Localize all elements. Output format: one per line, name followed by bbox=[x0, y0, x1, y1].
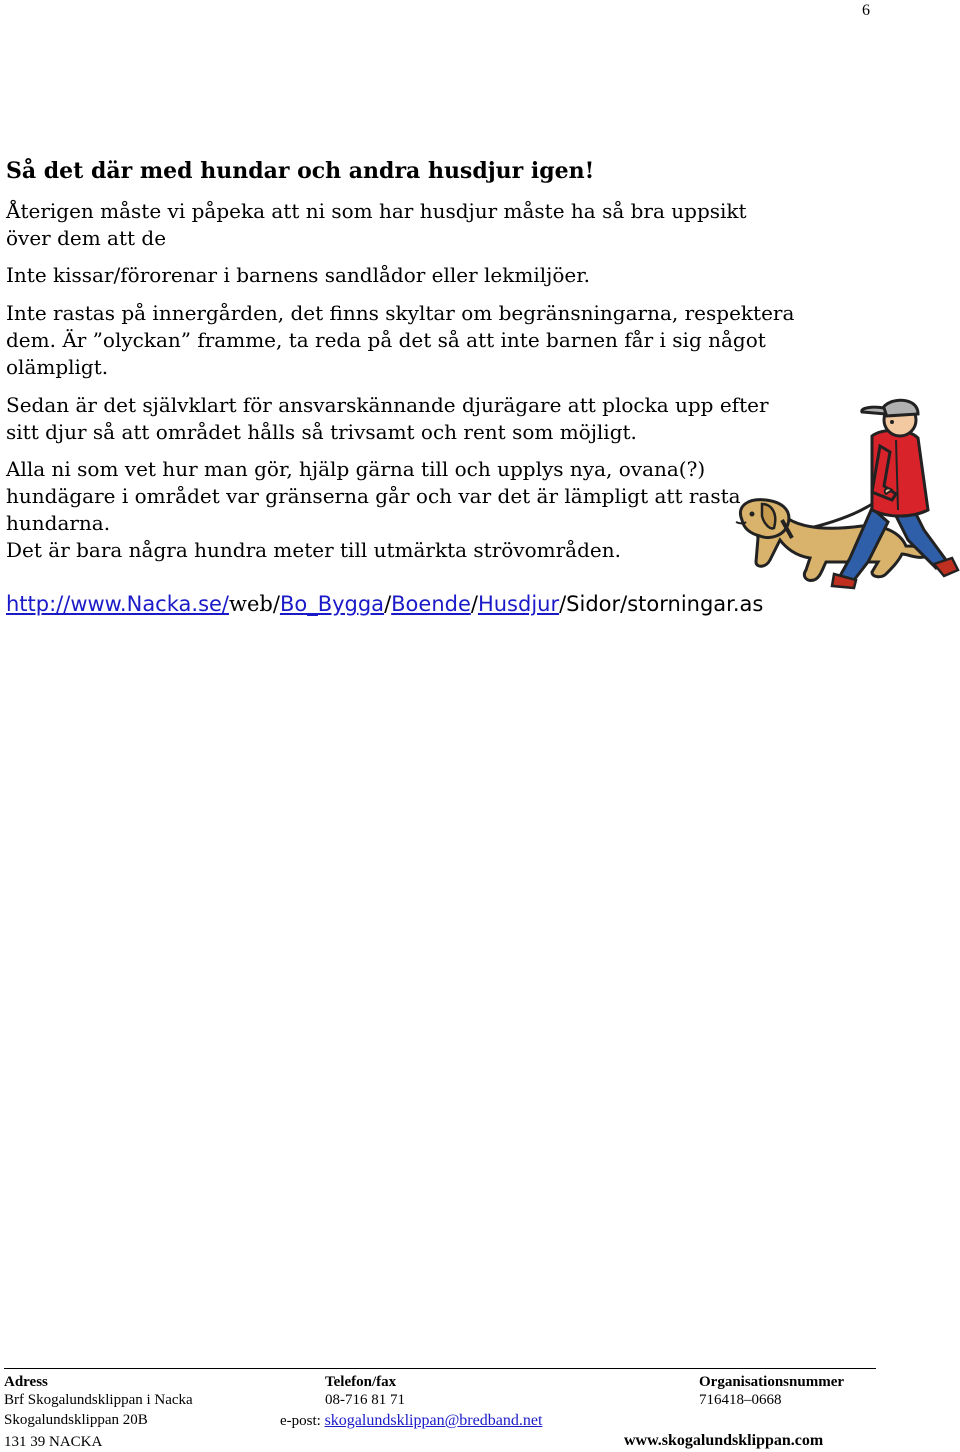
footer-org-label: Organisationsnummer bbox=[699, 1374, 845, 1390]
url-link-bo-bygga[interactable]: Bo_Bygga bbox=[279, 592, 385, 616]
section-heading: Så det där med hundar och andra husdjur igen! bbox=[6, 158, 595, 184]
footer-adress-label: Adress bbox=[4, 1374, 48, 1390]
paragraph-line: Sedan är det självklart för ansvarskännande djurägare att plocka upp efter bbox=[6, 393, 769, 417]
footer-website[interactable]: www.skogalundsklippan.com bbox=[624, 1432, 824, 1449]
paragraph-line: Återigen måste vi påpeka att ni som har husdjur måste ha så bra uppsikt bbox=[6, 199, 747, 223]
footer-telefon-value: 08-716 81 71 bbox=[325, 1392, 405, 1408]
footer-org-value: 716418–0668 bbox=[699, 1392, 782, 1408]
footer-divider bbox=[4, 1368, 876, 1369]
paragraph-line: Det är bara några hundra meter till utmärkta strövområden. bbox=[6, 538, 621, 562]
page-number: 6 bbox=[862, 2, 870, 19]
paragraph-line: sitt djur så att området hålls så trivsamt och rent som möjligt. bbox=[6, 420, 637, 444]
footer-epost-link[interactable]: skogalundsklippan@bredband.net bbox=[324, 1412, 543, 1429]
url-text: / bbox=[470, 592, 478, 616]
paragraph-line: olämpligt. bbox=[6, 355, 109, 379]
url-link-boende[interactable]: Boende bbox=[391, 592, 471, 616]
paragraph-line: Inte rastas på innergården, det finns skyltar om begränsningarna, respektera bbox=[6, 301, 795, 325]
url-text: /Sidor/storningar.as bbox=[559, 592, 764, 616]
paragraph-line: Inte kissar/förorenar i barnens sandlådor eller lekmiljöer. bbox=[6, 263, 590, 287]
footer-adress-line: Brf Skogalundsklippan i Nacka bbox=[4, 1392, 193, 1408]
reference-url bbox=[6, 592, 763, 616]
url-text: / bbox=[384, 592, 392, 616]
footer-adress-line: Skogalundsklippan 20B bbox=[4, 1412, 148, 1428]
paragraph-line: hundarna. bbox=[6, 511, 111, 535]
footer-telefon-label: Telefon/fax bbox=[325, 1374, 397, 1390]
url-text: web/ bbox=[229, 592, 280, 616]
paragraph-line: Alla ni som vet hur man gör, hjälp gärna till och upplys nya, ovana(?) bbox=[6, 457, 706, 481]
paragraph-line: över dem att de bbox=[6, 226, 167, 250]
person-walking-dog-icon bbox=[722, 390, 960, 590]
footer-epost-label: e-post: bbox=[280, 1413, 321, 1429]
url-link-husdjur[interactable]: Husdjur bbox=[477, 592, 560, 616]
footer-epost bbox=[280, 1412, 542, 1430]
footer-adress-line: 131 39 NACKA bbox=[4, 1434, 103, 1450]
paragraph-line: hundägare i området var gränserna går och var det är lämpligt att rasta bbox=[6, 484, 741, 508]
url-link-nacka[interactable]: http://www.Nacka.se/ bbox=[6, 592, 230, 616]
paragraph-line: dem. Är ”olyckan” framme, ta reda på det så att inte barnen får i sig något bbox=[6, 328, 766, 352]
